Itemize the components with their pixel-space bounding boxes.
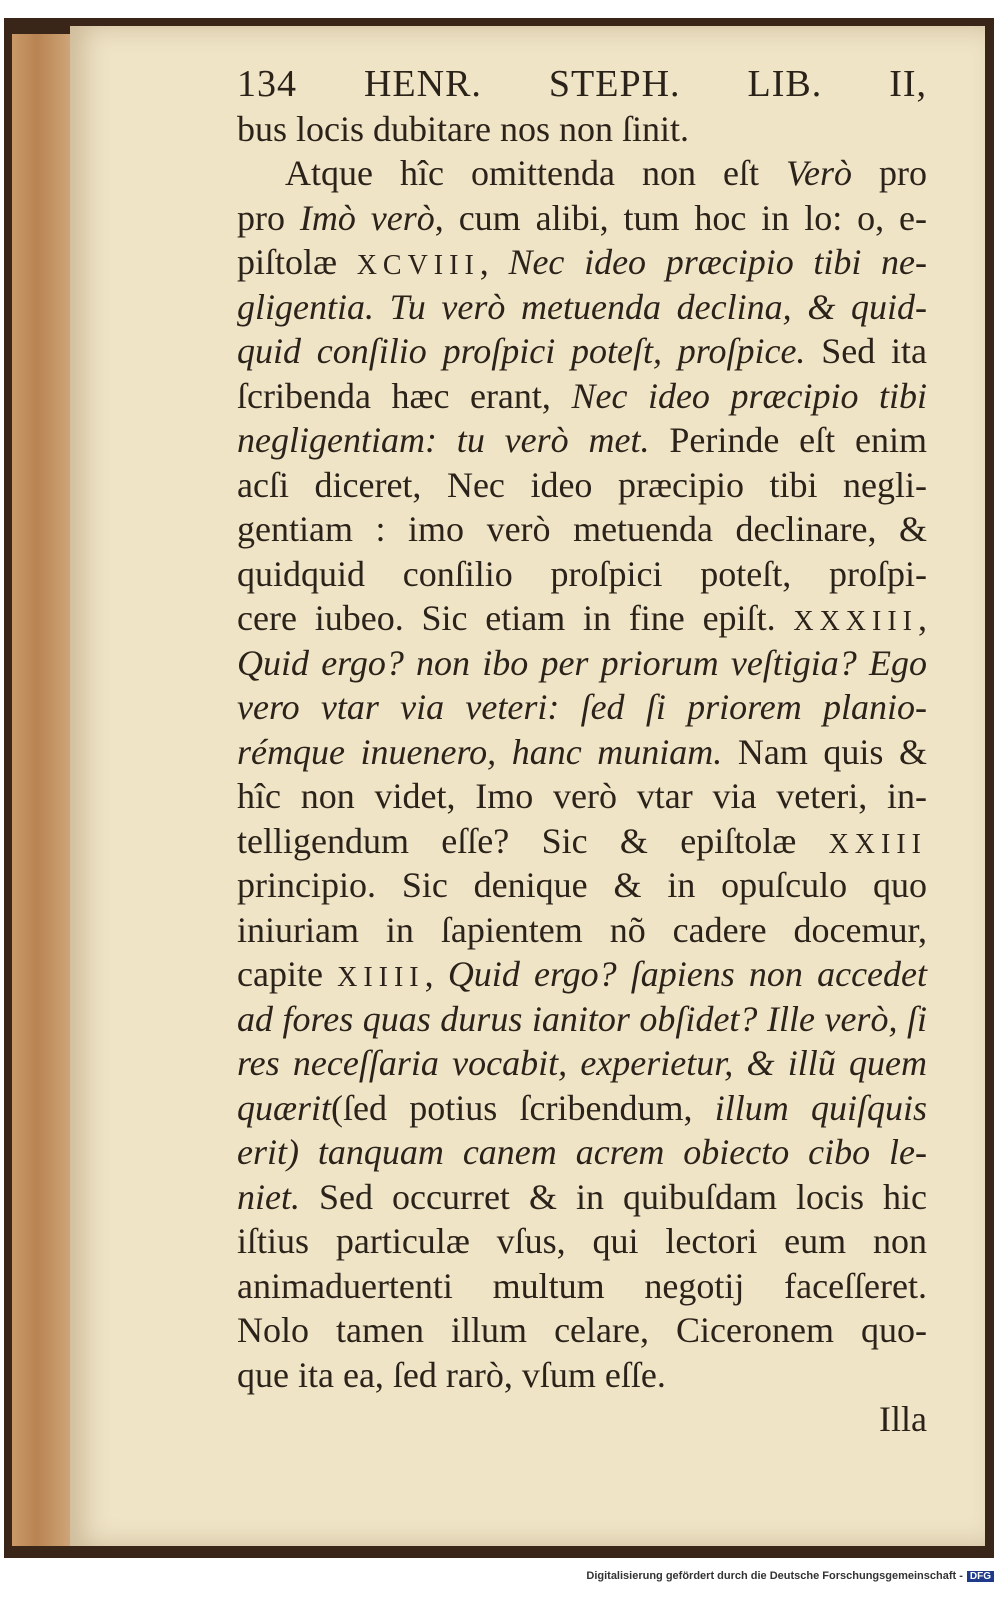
- digitization-credit: [0, 1570, 994, 1592]
- text-line: [237, 151, 927, 196]
- roman-text: acſi diceret, Nec ideo præcipio tibi negli-: [237, 464, 927, 505]
- roman-text: Sed occurret & in quibuſdam locis hic: [299, 1176, 927, 1217]
- page-text: [237, 62, 927, 1442]
- roman-text: iniuriam in ſapientem nõ cadere docemur,: [237, 909, 927, 950]
- roman-text: (ſed potius ſcribendum,: [331, 1087, 715, 1128]
- italic-text: res neceſſaria vocabit, experietur, & illũ quem: [237, 1043, 927, 1083]
- credit-text: Digitalisierung gefördert durch die Deutsche Forschungsgemeinschaft -: [586, 1570, 963, 1582]
- roman-text: iſtius particulæ vſus, qui lectori eum non: [237, 1221, 927, 1261]
- roman-text: pro: [237, 197, 300, 238]
- italic-text: rémque inuenero, hanc muniam.: [237, 731, 723, 772]
- text-line: [237, 685, 927, 730]
- roman-text: ſcribenda hæc erant,: [237, 375, 572, 416]
- italic-text: Quid ergo? ſapiens non accedet: [447, 954, 928, 994]
- text-line: [237, 1264, 927, 1309]
- roman-text: ,: [918, 598, 927, 638]
- page-edges: [12, 34, 74, 1546]
- text-line: [237, 107, 927, 152]
- text-line: [237, 908, 927, 953]
- roman-text: telligendum eſſe? Sic & epiſtolæ: [237, 820, 829, 861]
- dfg-logo: DFG: [967, 1571, 994, 1582]
- text-line: [237, 329, 927, 374]
- italic-text: gligentia. Tu verò metuenda declina, & quid-: [237, 286, 927, 327]
- italic-text: erit) tanquam canem acrem obiecto cibo le-: [237, 1132, 927, 1172]
- book-page: [70, 26, 985, 1546]
- italic-text: Imò verò: [299, 197, 435, 238]
- text-line: [237, 819, 927, 864]
- text-line: [237, 1308, 927, 1353]
- text-line: [237, 952, 927, 997]
- text-line: [237, 1175, 927, 1220]
- roman-text: Illa: [879, 1399, 927, 1439]
- italic-text: Verò: [785, 153, 852, 193]
- text-line: [237, 1353, 927, 1398]
- text-line: [237, 552, 927, 597]
- roman-text: Perinde eſt enim: [649, 420, 927, 460]
- text-line: [237, 596, 927, 641]
- text-line: [237, 507, 927, 552]
- italic-text: vero vtar via veteri: ſed ſi priorem planio-: [237, 687, 927, 727]
- text-line: [237, 1041, 927, 1086]
- text-line: [237, 641, 927, 686]
- text-line: [237, 374, 927, 419]
- roman-text: Nam quis &: [722, 731, 927, 772]
- roman-text: Sed ita: [805, 331, 928, 371]
- roman-numeral: XIIII: [337, 962, 425, 993]
- roman-text: piſtolæ: [237, 242, 357, 282]
- italic-text: quid conſilio proſpici poteſt, proſpice.: [237, 331, 806, 371]
- text-line: [237, 774, 927, 819]
- roman-text: principio. Sic denique & in opuſculo quo: [237, 865, 927, 905]
- italic-text: illum quiſquis: [714, 1087, 927, 1128]
- text-line: [237, 1397, 927, 1442]
- roman-text: ,: [479, 242, 509, 282]
- italic-text: Quid ergo? non ibo per priorum veſtigia? Ego: [237, 642, 927, 683]
- italic-text: Nec ideo præcipio tibi: [571, 375, 927, 416]
- roman-text: ,: [424, 954, 448, 994]
- text-line: [237, 418, 927, 463]
- text-line: [237, 730, 927, 775]
- roman-text: pro: [851, 153, 927, 193]
- text-line: [237, 997, 927, 1042]
- roman-text: , cum alibi, tum hoc in lo: o, e-: [434, 197, 928, 238]
- text-line: [237, 1086, 927, 1131]
- roman-text: animaduertenti multum negotij faceſſeret.: [237, 1265, 927, 1306]
- roman-numeral: XXIII: [828, 828, 927, 860]
- roman-text: Nolo tamen illum celare, Ciceronem quo-: [237, 1310, 927, 1350]
- italic-text: quærit: [237, 1087, 332, 1128]
- text-line: [237, 240, 927, 285]
- italic-text: negligentiam: tu verò met.: [237, 420, 650, 460]
- roman-numeral: XXXIII: [793, 606, 918, 637]
- running-title: HENR. STEPH. LIB. II,: [363, 63, 927, 105]
- roman-text: que ita ea, ſed rarò, vſum eſſe.: [237, 1354, 666, 1395]
- italic-text: Nec ideo præcipio tibi ne-: [508, 242, 927, 282]
- page-number: 134: [237, 63, 297, 105]
- text-line: [237, 1219, 927, 1264]
- roman-text: quidquid conſilio proſpici poteſt, proſpi-: [237, 553, 927, 594]
- roman-text: capite: [237, 954, 338, 994]
- body-text: [237, 107, 927, 1442]
- roman-text: cere iubeo. Sic etiam in fine epiſt.: [237, 598, 794, 638]
- text-line: [237, 285, 927, 330]
- italic-text: ad fores quas durus ianitor obſidet? Ille verò, ſi: [237, 998, 927, 1039]
- text-line: [237, 863, 927, 908]
- roman-numeral: XCVIII: [356, 250, 480, 281]
- roman-text: bus locis dubitare nos non ſinit.: [237, 108, 689, 149]
- roman-text: hîc non videt, Imo verò vtar via veteri, in-: [237, 776, 927, 816]
- text-line: [237, 463, 927, 508]
- roman-text: gentiam : imo verò metuenda declinare, &: [237, 509, 927, 549]
- roman-text: Atque hîc omittenda non eſt: [285, 153, 786, 193]
- text-line: [237, 196, 927, 241]
- italic-text: niet.: [237, 1176, 300, 1217]
- running-header: [237, 62, 927, 107]
- text-line: [237, 1130, 927, 1175]
